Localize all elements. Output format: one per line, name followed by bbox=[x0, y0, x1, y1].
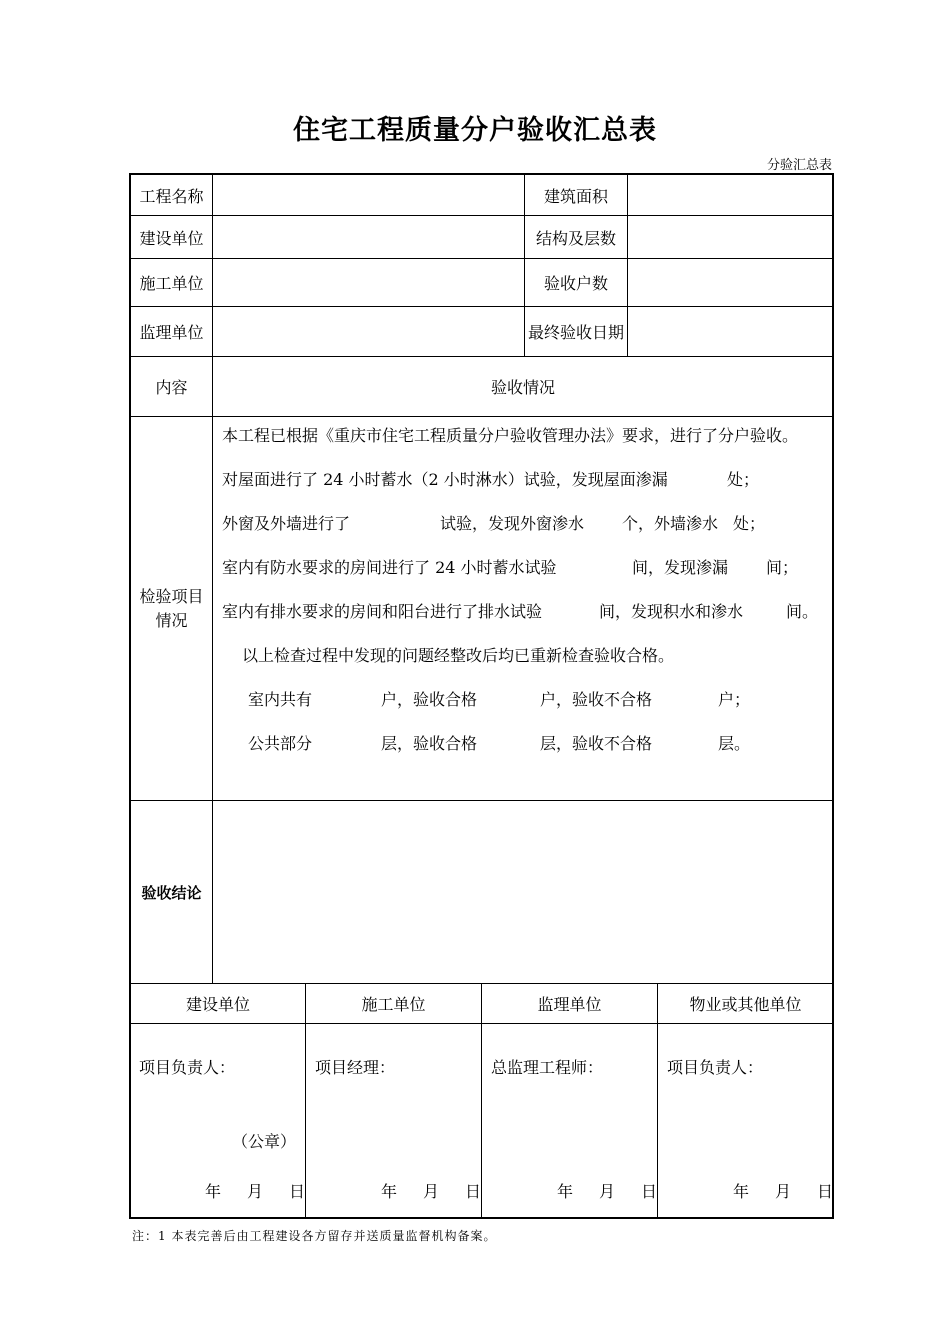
facade-test-text: 外窗及外墙进行了 bbox=[222, 514, 351, 533]
waterproof-leak-unit: 间； bbox=[766, 558, 799, 577]
inspection-line-1: 本工程已根据《重庆市住宅工程质量分户验收管理办法》要求，进行了分户验收。 bbox=[222, 426, 799, 445]
signoff-header-owner: 建设单位 bbox=[185, 995, 250, 1014]
inspection-label-line2: 情况 bbox=[155, 610, 188, 630]
page-title: 住宅工程质量分户验收汇总表 bbox=[293, 115, 657, 146]
supervisor-date-year: 年 bbox=[557, 1182, 574, 1201]
owner-date-month: 月 bbox=[247, 1182, 264, 1201]
inspection-items-label bbox=[131, 417, 212, 800]
public-area-text: 公共部分 bbox=[248, 734, 313, 753]
row-divider bbox=[129, 215, 834, 216]
row-divider bbox=[129, 306, 834, 307]
owner-date-year: 年 bbox=[205, 1182, 222, 1201]
facade-window-text: 试验，发现外窗渗水 bbox=[440, 514, 585, 533]
supervisor-date-day: 日 bbox=[641, 1182, 658, 1201]
col-divider bbox=[627, 173, 628, 356]
official-seal-label: （公章） bbox=[232, 1132, 297, 1151]
facade-wall-text: 个，外墙渗水 bbox=[622, 514, 719, 533]
building-area-label: 建筑面积 bbox=[543, 186, 608, 206]
content-header: 内容 bbox=[155, 378, 188, 397]
indoor-pass-text: 户，验收合格 bbox=[381, 690, 478, 709]
public-pass-text: 层，验收合格 bbox=[381, 734, 478, 753]
builder-label: 施工单位 bbox=[139, 274, 204, 293]
public-fail-text: 层，验收不合格 bbox=[540, 734, 653, 753]
supervisor-label: 监理单位 bbox=[139, 323, 204, 342]
final-date-label: 最终验收日期 bbox=[527, 323, 624, 342]
indoor-fail-unit: 户； bbox=[718, 690, 751, 709]
rectification-text: 以上检查过程中发现的问题经整改后均已重新检查验收合格。 bbox=[242, 646, 675, 665]
property-date-day: 日 bbox=[817, 1182, 834, 1201]
signoff-header-property: 物业或其他单位 bbox=[689, 995, 802, 1014]
supervisor-date-month: 月 bbox=[599, 1182, 616, 1201]
builder-date-month: 月 bbox=[423, 1182, 440, 1201]
public-fail-unit: 层。 bbox=[718, 734, 751, 753]
property-date-month: 月 bbox=[775, 1182, 792, 1201]
waterproof-test-text: 室内有防水要求的房间进行了 24 小时蓄水试验 bbox=[222, 558, 557, 577]
structure-floors-label: 结构及层数 bbox=[535, 228, 616, 248]
builder-role-label: 项目经理： bbox=[315, 1058, 396, 1077]
drainage-test-text: 室内有排水要求的房间和阳台进行了排水试验 bbox=[222, 602, 543, 621]
row-divider bbox=[129, 800, 834, 801]
property-date-year: 年 bbox=[733, 1182, 750, 1201]
facade-wall-unit: 处； bbox=[733, 514, 766, 533]
drainage-ponding-text: 间，发现积水和渗水 bbox=[599, 602, 744, 621]
project-name-label: 工程名称 bbox=[139, 186, 204, 206]
conclusion-label: 验收结论 bbox=[141, 883, 202, 902]
signoff-header-builder: 施工单位 bbox=[361, 995, 426, 1014]
drainage-ponding-unit: 间。 bbox=[786, 602, 819, 621]
household-count-label: 验收户数 bbox=[543, 274, 608, 293]
roof-test-text: 对屋面进行了 24 小时蓄水（2 小时淋水）试验，发现屋面渗漏 bbox=[222, 470, 668, 489]
supervisor-role-label: 总监理工程师： bbox=[491, 1058, 604, 1077]
row-divider bbox=[129, 416, 834, 417]
signoff-header-supervisor: 监理单位 bbox=[537, 995, 602, 1014]
footnote: 注：1 本表完善后由工程建设各方留存并送质量监督机构备案。 bbox=[132, 1229, 497, 1243]
inspection-label-line1: 检验项目 bbox=[139, 586, 204, 606]
row-divider bbox=[129, 258, 834, 259]
form-code: 分验汇总表 bbox=[766, 158, 832, 173]
waterproof-leak-text: 间，发现渗漏 bbox=[632, 558, 729, 577]
owner-role-label: 项目负责人： bbox=[139, 1058, 236, 1077]
construction-unit-label: 建设单位 bbox=[139, 228, 204, 248]
col-divider bbox=[212, 173, 213, 983]
indoor-total-text: 室内共有 bbox=[248, 690, 313, 709]
roof-test-unit: 处； bbox=[727, 470, 760, 489]
acceptance-status-header: 验收情况 bbox=[490, 378, 555, 397]
indoor-fail-text: 户，验收不合格 bbox=[540, 690, 653, 709]
owner-date-day: 日 bbox=[289, 1182, 306, 1201]
property-role-label: 项目负责人： bbox=[667, 1058, 764, 1077]
builder-date-year: 年 bbox=[381, 1182, 398, 1201]
builder-date-day: 日 bbox=[465, 1182, 482, 1201]
